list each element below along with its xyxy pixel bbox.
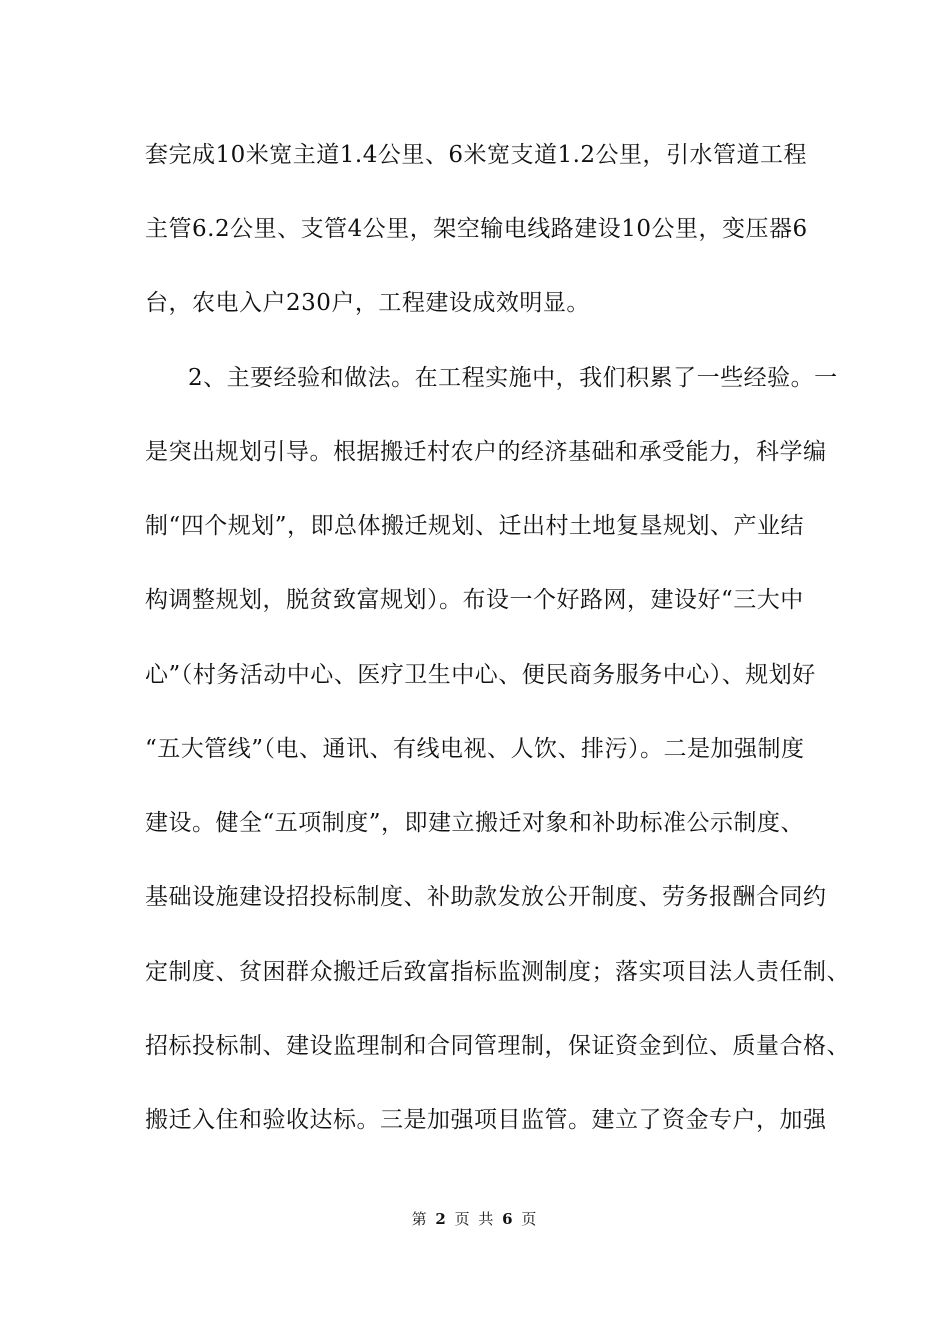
text-line: 套完成10米宽主道1.4公里、6米宽支道1.2公里，引水管道工程: [145, 142, 808, 168]
text-line: 基础设施建设招投标制度、补助款发放公开制度、劳务报酬合同约: [145, 884, 827, 910]
page-footer: [0, 1209, 950, 1229]
text-line: 台，农电入户230户，工程建设成效明显。: [145, 290, 590, 316]
text-line: 主管6.2公里、支管4公里，架空输电线路建设10公里，变压器6: [145, 216, 808, 242]
text-line: 招标投标制、建设监理制和合同管理制，保证资金到位、质量合格、: [145, 1033, 850, 1059]
text-line: 制“四个规划”，即总体搬迁规划、迁出村土地复垦规划、产业结: [145, 513, 805, 539]
text-line: 搬迁入住和验收达标。三是加强项目监管。建立了资金专户，加强: [145, 1107, 827, 1133]
footer-middle: 页 共: [454, 1210, 496, 1228]
paragraph-first-line: 2、主要经验和做法。在工程实施中，我们积累了一些经验。一: [188, 365, 838, 391]
text-line: 是突出规划引导。根据搬迁村农户的经济基础和承受能力，科学编: [145, 439, 827, 465]
text-line: 建设。健全“五项制度”，即建立搬迁对象和补助标准公示制度、: [145, 810, 805, 836]
text-line: 定制度、贫困群众搬迁后致富指标监测制度；落实项目法人责任制、: [145, 959, 850, 985]
footer-prefix: 第: [411, 1210, 429, 1228]
text-line: 心”（村务活动中心、医疗卫生中心、便民商务服务中心）、规划好: [145, 662, 816, 688]
footer-suffix: 页: [521, 1210, 539, 1228]
total-pages-number: 6: [502, 1210, 515, 1228]
text-line: “五大管线”（电、通讯、有线电视、人饮、排污）。二是加强制度: [145, 736, 805, 762]
text-line: 构调整规划，脱贫致富规划）。布设一个好路网，建设好“三大中: [145, 587, 804, 613]
current-page-number: 2: [435, 1210, 448, 1228]
